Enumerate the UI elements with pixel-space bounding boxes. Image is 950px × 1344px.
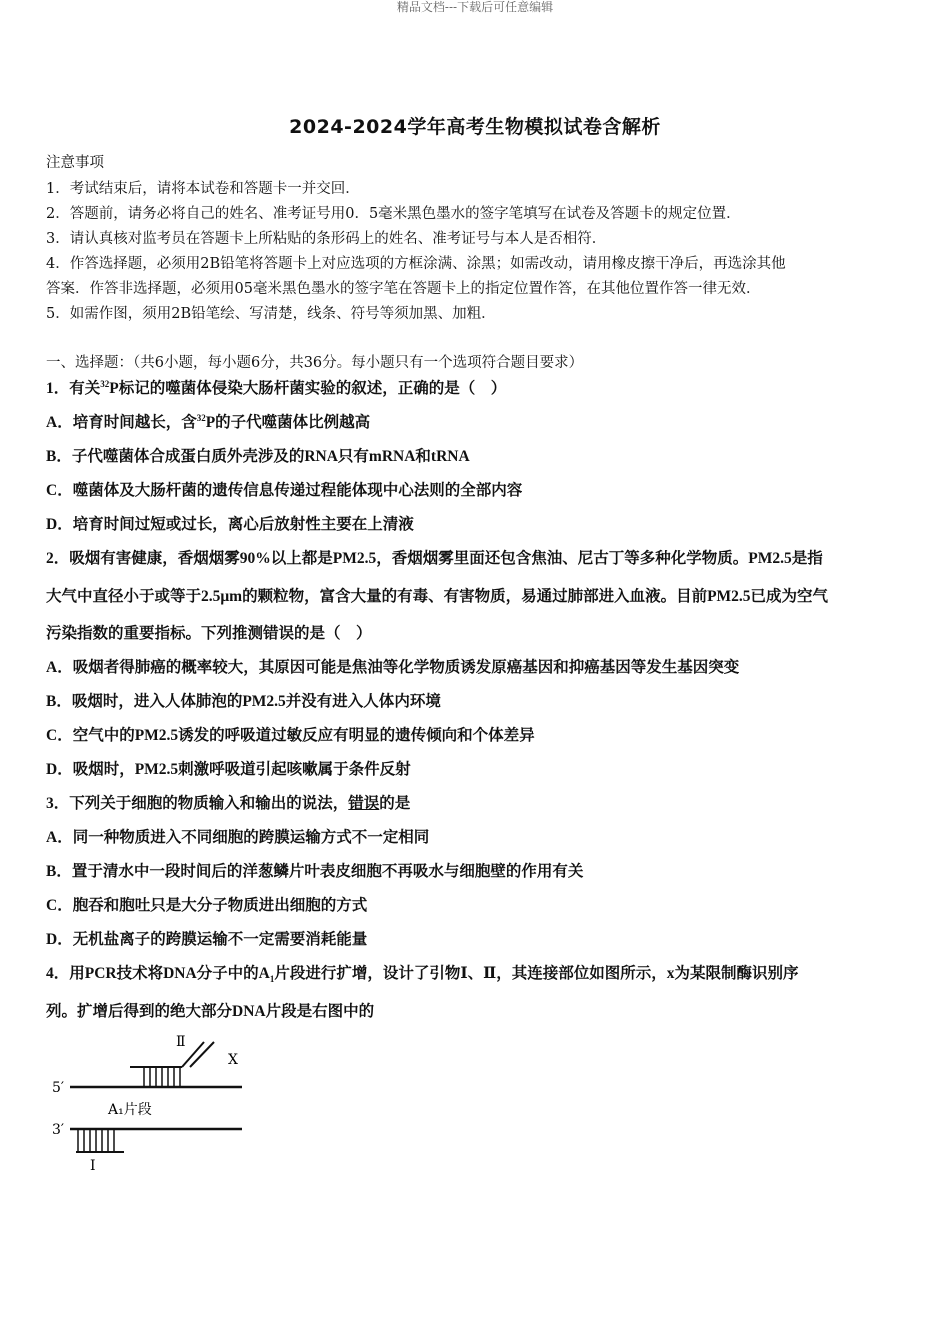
q3-error-word: 错误 xyxy=(348,795,380,812)
q1-option-c: C．噬菌体及大肠杆菌的遗传信息传递过程能体现中心法则的全部内容 xyxy=(46,482,523,499)
label-primer-1: Ⅰ xyxy=(90,1158,96,1174)
label-5prime: 5′ xyxy=(52,1080,65,1096)
q1-option-a: A．培育时间越长，含$^{32}$P的子代噬菌体比例越高 xyxy=(46,412,371,431)
q3-option-d: D．无机盐离子的跨膜运输不一定需要消耗能量 xyxy=(46,931,368,948)
label-primer-2: Ⅱ xyxy=(176,1034,186,1050)
notice-heading: 注意事项 xyxy=(46,155,104,171)
q3-option-b: B．置于清水中一段时间后的洋葱鳞片叶表皮细胞不再吸水与细胞壁的作用有关 xyxy=(46,863,584,880)
primer-1 xyxy=(76,1129,124,1152)
q4-stem-line2: 列。扩增后得到的绝大部分DNA片段是右图中的 xyxy=(46,1003,375,1020)
notice-item: 1．考试结束后，请将本试卷和答题卡一并交回． xyxy=(46,181,360,197)
q2-stem-line: 大气中直径小于或等于2.5μm的颗粒物，富含大量的有毒、有害物质，易通过肺部进入血液。目前PM2.5已成为空气 xyxy=(46,588,829,605)
q2-stem-line: 2．吸烟有害健康，香烟烟雾90%以上都是PM2.5，香烟烟雾里面还包含焦油、尼古丁等多种化学物质。PM2.5是指 xyxy=(46,550,823,567)
pcr-primer-diagram xyxy=(46,1030,256,1180)
label-3prime: 3′ xyxy=(52,1122,65,1138)
notice-item: 3．请认真核对监考员在答题卡上所粘贴的条形码上的姓名、准考证号与本人是否相符． xyxy=(46,231,607,247)
q4-stem: 4．用PCR技术将DNA分子中的$A_1$片段进行扩增，设计了引物Ⅰ、Ⅱ，其连接部位如图所示，x为某限制酶识别序 xyxy=(46,965,799,985)
q2-stem-line: 污染指数的重要指标。下列推测错误的是（ ） xyxy=(46,625,372,642)
q1-stem: 1．有关$^{32}$P标记的噬菌体侵染大肠杆菌实验的叙述，正确的是（ ） xyxy=(46,378,507,397)
notice-item: 2．答题前，请务必将自己的姓名、准考证号用0．5毫米黑色墨水的签字笔填写在试卷及答题卡的规定位置． xyxy=(46,206,741,222)
q1-option-d: D．培育时间过短或过长，离心后放射性主要在上清液 xyxy=(46,516,414,533)
section-heading: 一、选择题：（共6小题，每小题6分，共36分。每小题只有一个选项符合题目要求） xyxy=(46,355,584,371)
label-a1-fragment: A₁片段 xyxy=(108,1102,152,1118)
page-title: 2024-2024学年高考生物模拟试卷含解析 xyxy=(289,116,661,138)
primer-2 xyxy=(130,1042,214,1087)
notice-item: 答案．作答非选择题，必须用05毫米黑色墨水的签字笔在答题卡上的指定位置作答，在其他位置作答一律无效． xyxy=(46,281,761,297)
q1-option-b: B．子代噬菌体合成蛋白质外壳涉及的RNA只有mRNA和tRNA xyxy=(46,448,470,465)
q2-option-c: C．空气中的PM2.5诱发的呼吸道过敏反应有明显的遗传倾向和个体差异 xyxy=(46,727,535,744)
page-header: 精品文档---下载后可任意编辑 xyxy=(396,0,554,14)
q3-option-c: C．胞吞和胞吐只是大分子物质进出细胞的方式 xyxy=(46,897,368,914)
q3-option-a: A．同一种物质进入不同细胞的跨膜运输方式不一定相同 xyxy=(46,829,430,846)
notice-item: 5．如需作图，须用2B铅笔绘、写清楚，线条、符号等须加黑、加粗． xyxy=(46,306,496,322)
q2-option-a: A．吸烟者得肺癌的概率较大，其原因可能是焦油等化学物质诱发原癌基因和抑癌基因等发生基因突变 xyxy=(46,659,740,676)
notice-item: 4．作答选择题，必须用2B铅笔将答题卡上对应选项的方框涂满、涂黑；如需改动，请用橡皮擦干净后，再选涂其他 xyxy=(46,256,786,272)
q2-option-b: B．吸烟时，进入人体肺泡的PM2.5并没有进入人体内环境 xyxy=(46,693,441,710)
label-x: X xyxy=(228,1052,238,1068)
q3-stem: 3．下列关于细胞的物质输入和输出的说法，错误的是 xyxy=(46,795,411,812)
q2-option-d: D．吸烟时，PM2.5刺激呼吸道引起咳嗽属于条件反射 xyxy=(46,761,411,778)
